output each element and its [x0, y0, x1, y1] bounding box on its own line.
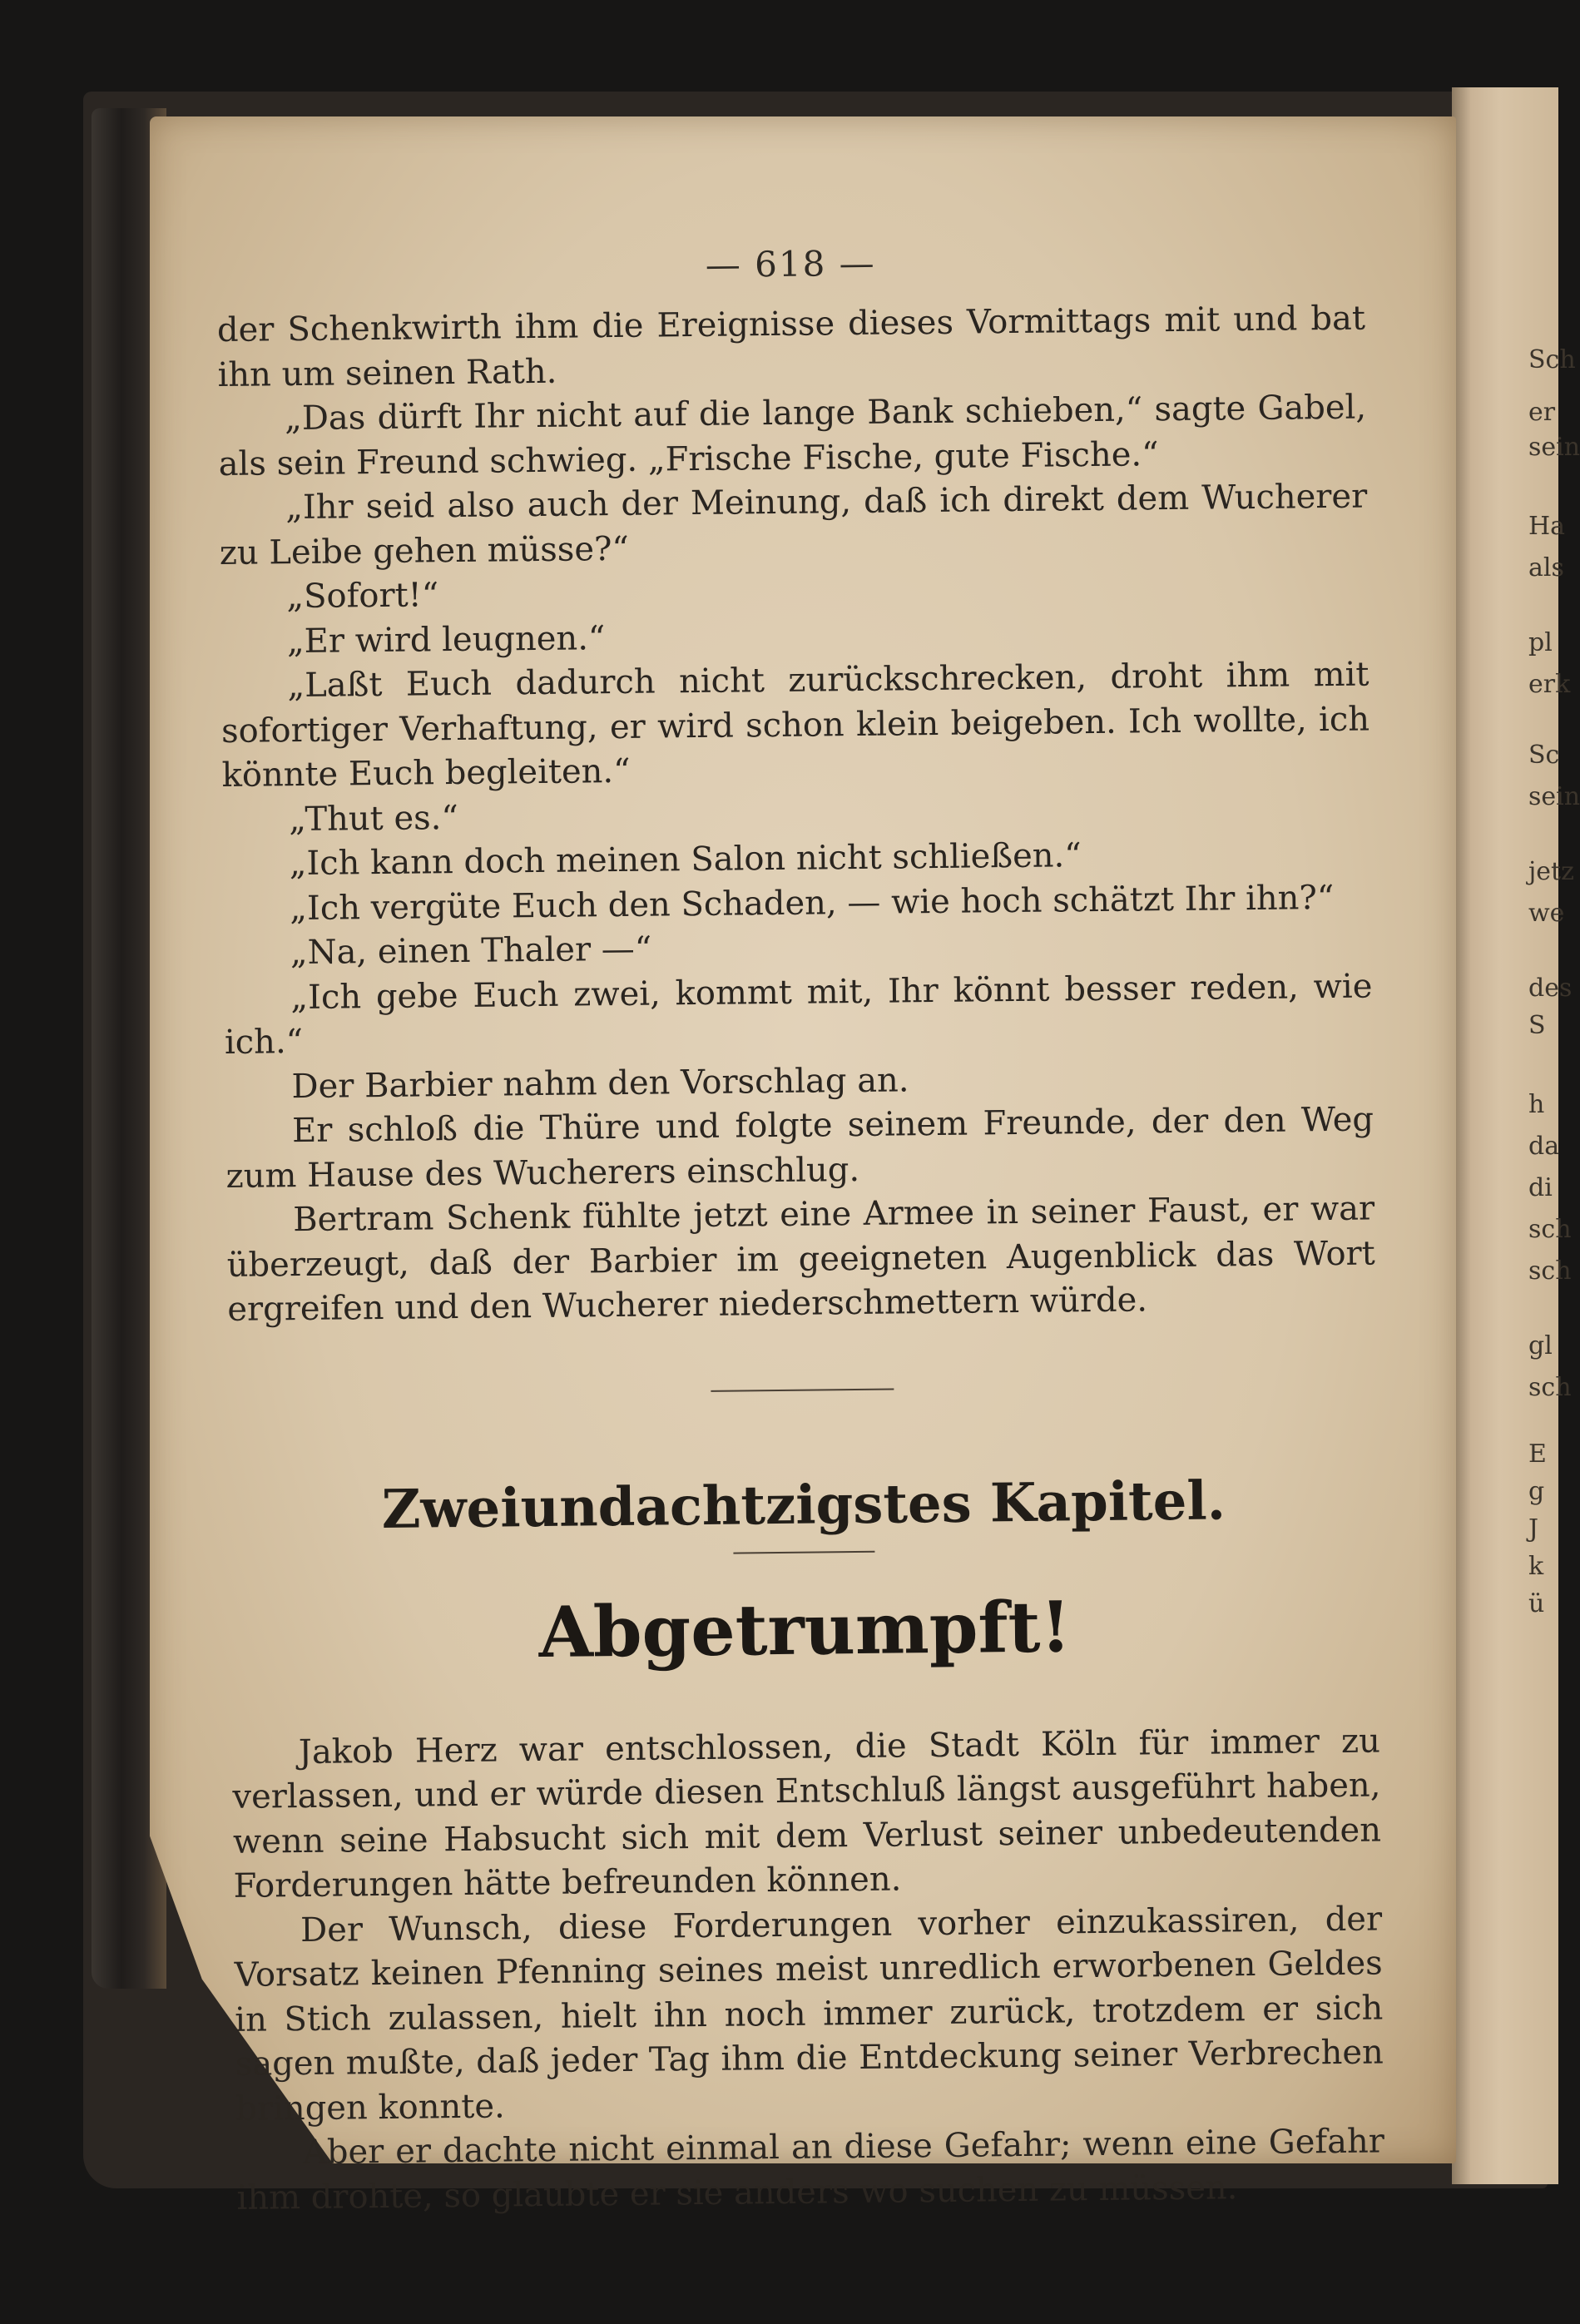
paragraph: „Na, einen Thaler —“ [290, 929, 652, 973]
section-divider [711, 1388, 894, 1391]
paragraph: „Ich vergüte Euch den Schaden, — wie hoch schätzt Ihr ihn?“ [290, 878, 1335, 928]
facing-page-fragment: erk [1528, 670, 1571, 699]
paragraph: „Er wird leugnen.“ [286, 618, 606, 661]
paragraph: Der Wunsch, diese Forderungen vorher einzukassiren, der Vorsatz keinen Pfenning seines meist unredlich erworbenen Geldes in Stich zulassen, hielt ihn noch immer zurück, trotzdem er sich sagen mußte, daß jeder Tag ihm die Entdeckung seiner Verbrechen bringen konnte. [234, 1899, 1384, 2128]
chapter-heading: Zweiundachtzigstes Kapitel. [381, 1469, 1226, 1541]
paragraph: „Ihr seid also auch der Meinung, daß ich direkt dem Wucherer zu Leibe gehen müsse?“ [219, 477, 1368, 572]
heading-divider [733, 1550, 874, 1553]
facing-page-fragment: Sc [1528, 741, 1560, 770]
facing-page-fragment: sch [1528, 1215, 1572, 1244]
facing-page-fragment: als [1528, 553, 1564, 582]
facing-page-fragment: sein [1528, 782, 1580, 811]
facing-page-fragment: sch [1528, 1256, 1572, 1286]
facing-page-fragment: we [1528, 899, 1565, 928]
facing-page-fragment: h [1528, 1090, 1545, 1119]
facing-page-fragment: Sch [1528, 345, 1576, 374]
paragraph: „Thut es.“ [288, 798, 459, 839]
paragraph: „Das dürft Ihr nicht auf die lange Bank schieben,“ sagte Gabel, als sein Freund schwieg. „Frische Fische, gute Fische.“ [218, 388, 1367, 483]
facing-page-fragment: sein [1528, 433, 1580, 462]
facing-page-fragment: J [1528, 1514, 1539, 1544]
paragraph: Aber er dachte nicht einmal an diese Gefahr; wenn eine Gefahr ihm drohte, so glaubte er sie anders wo suchen zu müssen. [236, 2122, 1385, 2217]
facing-page-fragment: k [1528, 1552, 1544, 1581]
facing-page-fragment: jetz [1528, 857, 1574, 886]
facing-page-fragment: g [1528, 1477, 1545, 1506]
paragraph: „Sofort!“ [286, 576, 439, 617]
paragraph: „Laßt Euch dadurch nicht zurückschrecken, droht ihm mit sofortiger Verhaftung, er wird schon klein beigeben. Ich wollte, ich könnte Euch begleiten.“ [220, 655, 1370, 795]
text-section-top [217, 297, 1376, 1333]
paragraph: Jakob Herz war entschlossen, die Stadt Köln für immer zu verlassen, und er würde diesen Entschluß längst ausgeführt haben, wenn seine Habsucht sich mit dem Verlust seiner unbedeutenden Forderungen hätte befreunden können. [232, 1721, 1382, 1905]
facing-page-fragment: gl [1528, 1331, 1553, 1360]
facing-page-fragment: E [1528, 1439, 1547, 1469]
page-number: — 618 — [705, 242, 876, 285]
facing-page-fragment: S [1528, 1011, 1546, 1040]
text-section-bottom [232, 1719, 1385, 2221]
paragraph: Er schloß die Thüre und folgte seinem Freunde, der den Weg zum Hause des Wucherers einschlug. [225, 1100, 1374, 1196]
paragraph: Der Barbier nahm den Vorschlag an. [291, 1060, 909, 1106]
paragraph: Bertram Schenk fühlte jetzt eine Armee in seiner Faust, er war überzeugt, daß der Barbier im geeigneten Augenblick das Wort ergreifen und den Wucherer niederschmettern würde. [226, 1189, 1375, 1329]
paragraph: der Schenkwirth ihm die Ereignisse dieses Vormittags mit und bat ihn um seinen Rath. [216, 299, 1366, 394]
facing-page-fragment: ü [1528, 1589, 1545, 1618]
facing-page-fragment: des [1528, 974, 1573, 1003]
paragraph: „Ich kann doch meinen Salon nicht schließen.“ [289, 836, 1082, 884]
paragraph: „Ich gebe Euch zwei, kommt mit, Ihr könnt besser reden, wie ich.“ [224, 967, 1373, 1062]
facing-page-fragment: er [1528, 398, 1556, 427]
facing-page [1452, 87, 1580, 2184]
facing-page-fragment: da [1528, 1132, 1560, 1161]
facing-page-fragment: pl [1528, 628, 1553, 657]
facing-page-fragment: di [1528, 1173, 1553, 1202]
chapter-title: Abgetrumpft! [538, 1584, 1072, 1673]
facing-page-fragment: sch [1528, 1373, 1572, 1402]
page-content [216, 238, 1385, 2221]
facing-page-fragment: Ha [1528, 512, 1566, 541]
